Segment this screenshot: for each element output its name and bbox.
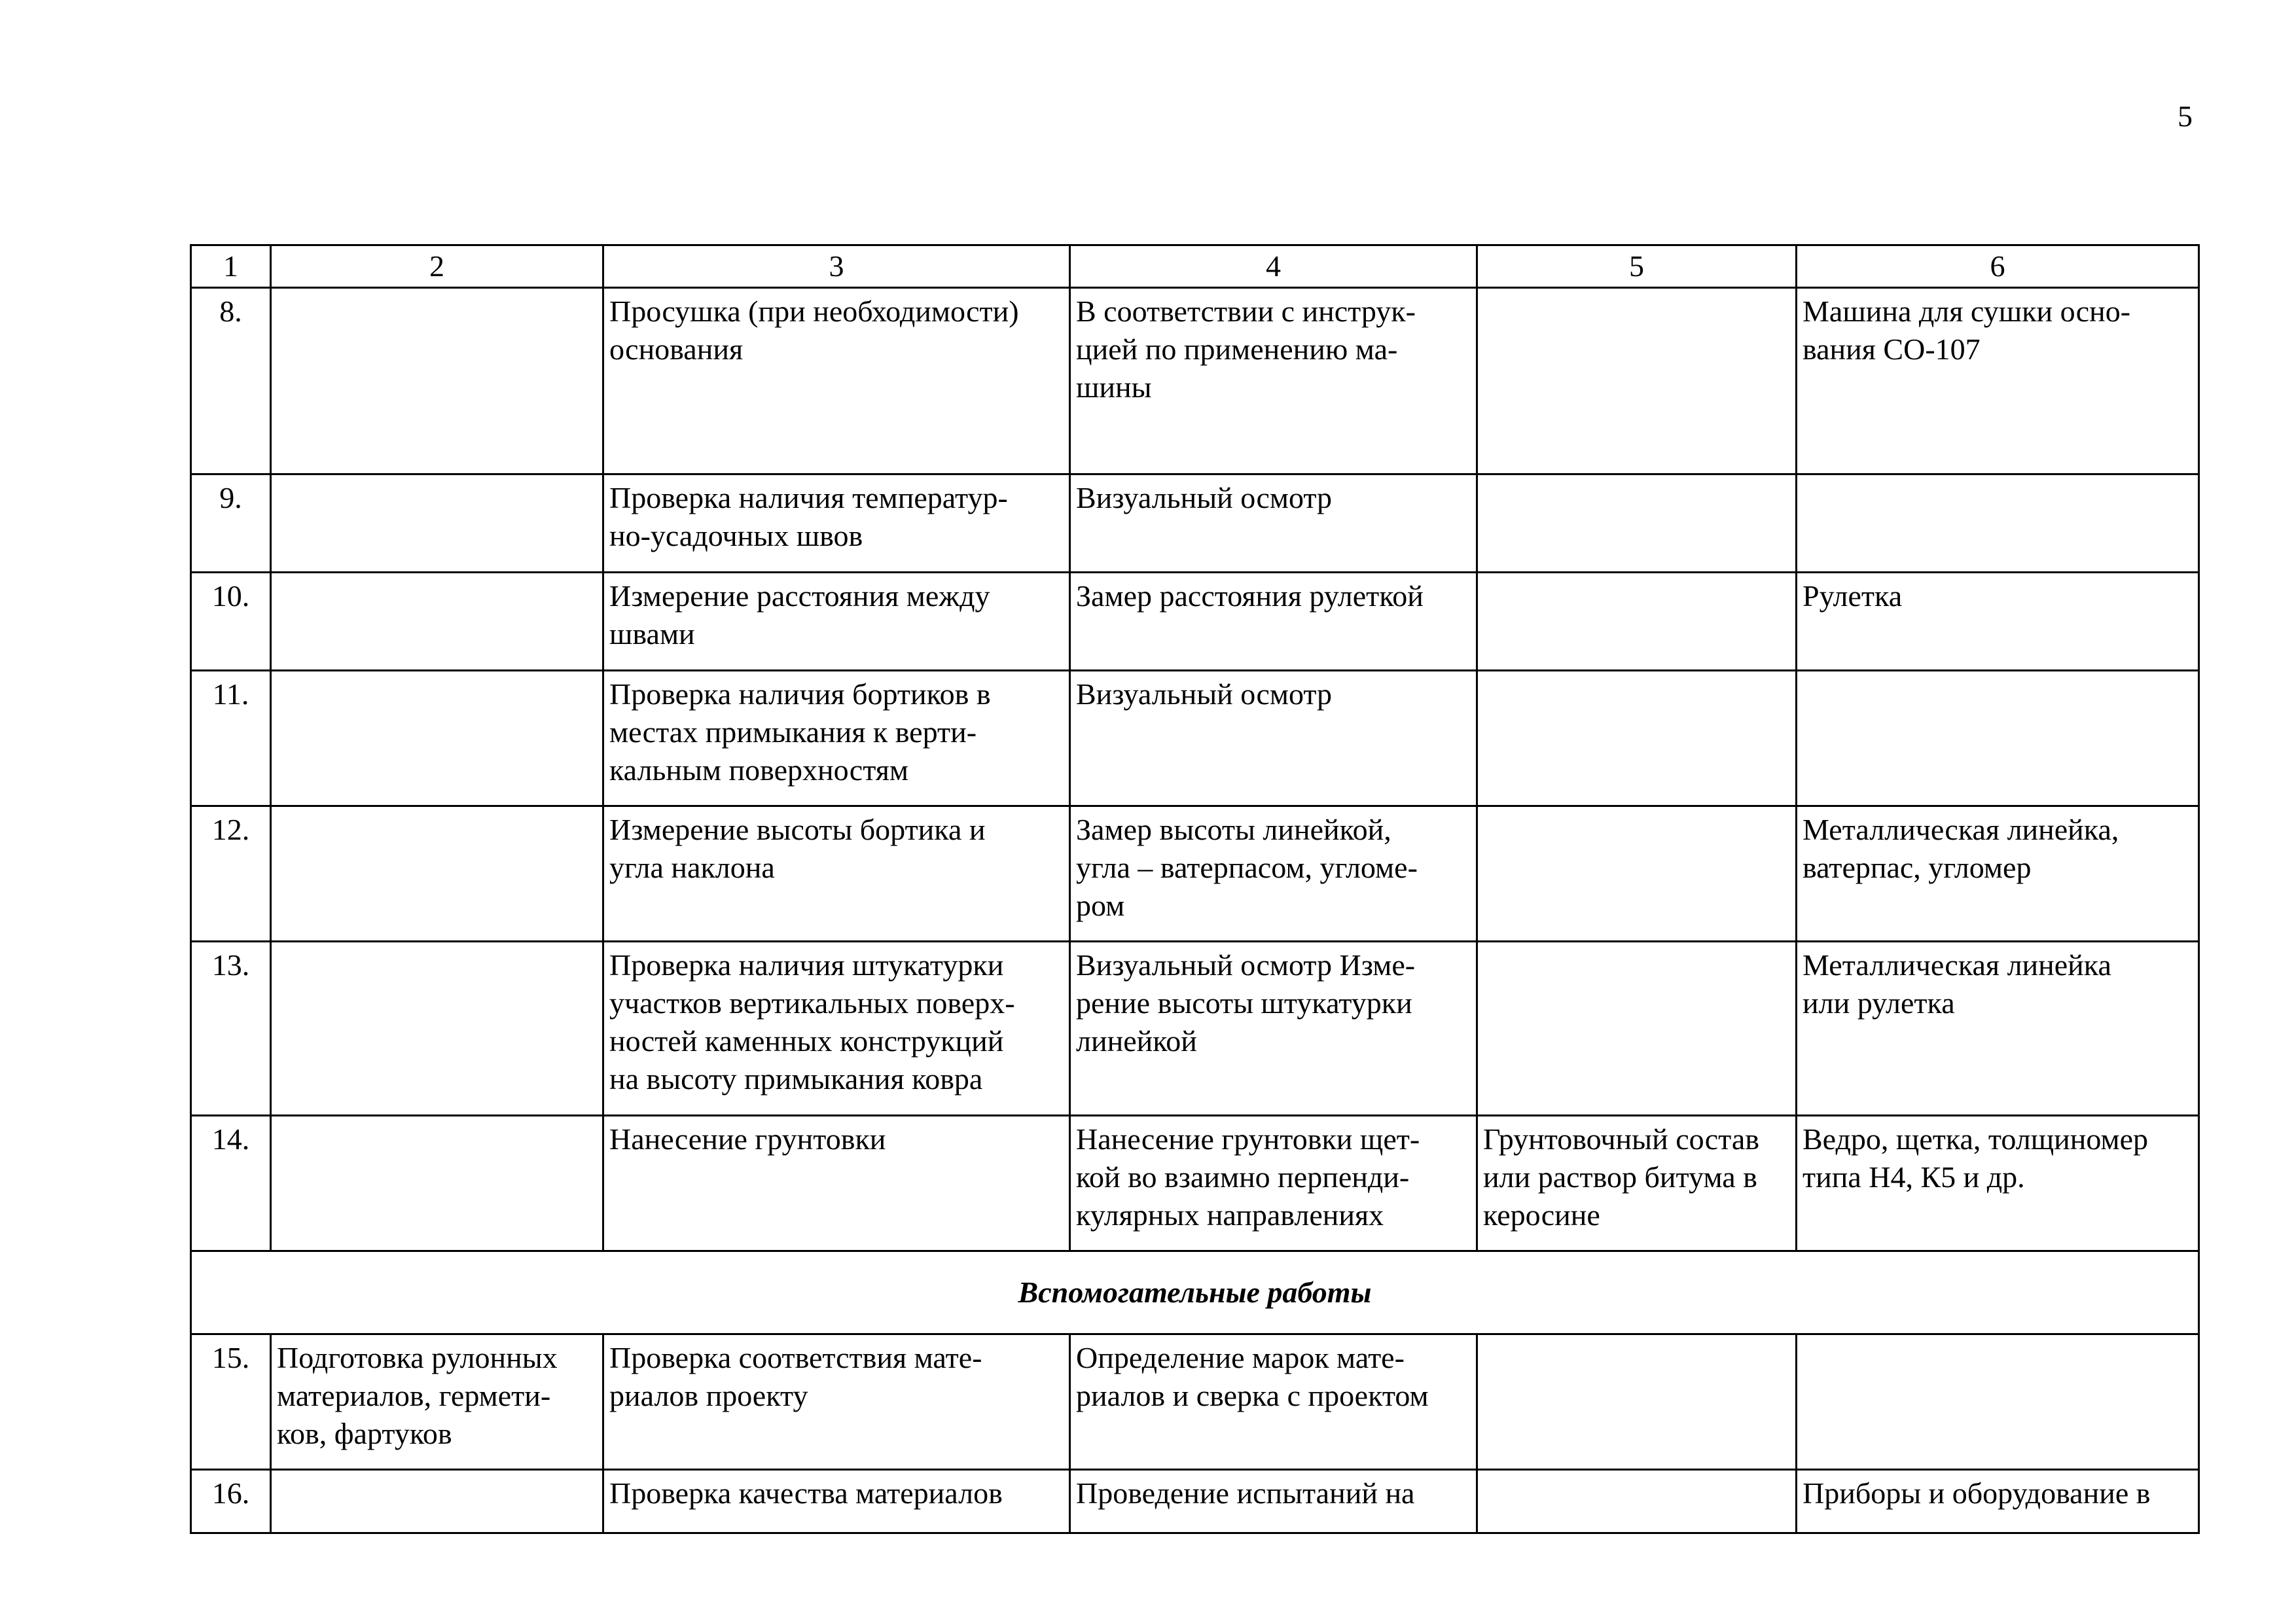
method-cell: Замер высоты линейкой, угла – ватерпасом, угломе- ром [1070,806,1477,942]
table-row [191,942,2199,1116]
column-header: 4 [1070,245,1477,288]
stage-cell [271,573,603,671]
row-number-cell: 13. [191,942,271,1116]
equipment-cell [1797,1334,2199,1470]
table-row [191,474,2199,573]
method-cell: Определение марок мате- риалов и сверка с проектом [1070,1334,1477,1470]
column-number-row [191,245,2199,288]
equipment-cell: Ведро, щетка, толщиномер типа Н4, К5 и др. [1797,1116,2199,1251]
column-header: 2 [271,245,603,288]
table-row [191,1470,2199,1533]
row-number-cell: 9. [191,474,271,573]
equipment-cell: Машина для сушки осно- вания СО-107 [1797,288,2199,474]
equipment-cell: Рулетка [1797,573,2199,671]
column-header: 5 [1477,245,1797,288]
material-cell [1477,288,1797,474]
column-header: 1 [191,245,271,288]
material-cell [1477,474,1797,573]
column-header: 6 [1797,245,2199,288]
table-row [191,1334,2199,1470]
method-cell: Проведение испытаний на [1070,1470,1477,1533]
method-cell: Визуальный осмотр Изме- рение высоты штукатурки линейкой [1070,942,1477,1116]
equipment-cell [1797,671,2199,806]
row-number-cell: 11. [191,671,271,806]
stage-cell [271,1470,603,1533]
material-cell [1477,573,1797,671]
operation-cell: Просушка (при необходимости) основания [603,288,1070,474]
material-cell [1477,1334,1797,1470]
method-cell: Визуальный осмотр [1070,671,1477,806]
operation-cell: Измерение расстояния между швами [603,573,1070,671]
operation-cell: Измерение высоты бортика и угла наклона [603,806,1070,942]
table-row [191,671,2199,806]
section-row [191,1251,2199,1334]
equipment-cell: Приборы и оборудование в [1797,1470,2199,1533]
stage-cell [271,1116,603,1251]
row-number-cell: 8. [191,288,271,474]
stage-cell [271,671,603,806]
material-cell [1477,942,1797,1116]
equipment-cell [1797,474,2199,573]
row-number-cell: 15. [191,1334,271,1470]
operation-cell: Проверка наличия температур- но-усадочных швов [603,474,1070,573]
table-row [191,573,2199,671]
operation-cell: Проверка наличия бортиков в местах примыкания к верти- кальным поверхностям [603,671,1070,806]
table-row [191,806,2199,942]
row-number-cell: 14. [191,1116,271,1251]
stage-cell [271,288,603,474]
material-cell: Грунтовочный состав или раствор битума в керосине [1477,1116,1797,1251]
stage-cell [271,806,603,942]
page-number: 5 [2178,99,2193,133]
material-cell [1477,806,1797,942]
method-cell: Замер расстояния рулеткой [1070,573,1477,671]
table-row [191,1116,2199,1251]
equipment-cell: Металлическая линейка, ватерпас, угломер [1797,806,2199,942]
stage-cell [271,474,603,573]
stage-cell [271,942,603,1116]
operation-cell: Проверка соответствия мате- риалов проекту [603,1334,1070,1470]
inspection-table [190,244,2200,1534]
operation-cell: Нанесение грунтовки [603,1116,1070,1251]
column-header: 3 [603,245,1070,288]
material-cell [1477,671,1797,806]
table-row [191,288,2199,474]
equipment-cell: Металлическая линейка или рулетка [1797,942,2199,1116]
row-number-cell: 16. [191,1470,271,1533]
material-cell [1477,1470,1797,1533]
method-cell: Визуальный осмотр [1070,474,1477,573]
method-cell: В соответствии с инструк- цией по применению ма- шины [1070,288,1477,474]
row-number-cell: 12. [191,806,271,942]
stage-cell: Подготовка рулонных материалов, гермети- ков, фартуков [271,1334,603,1470]
operation-cell: Проверка качества материалов [603,1470,1070,1533]
section-title: Вспомогательные работы [191,1251,2199,1334]
operation-cell: Проверка наличия штукатурки участков вертикальных поверх- ностей каменных конструкций на высоту примыкания ковра [603,942,1070,1116]
row-number-cell: 10. [191,573,271,671]
method-cell: Нанесение грунтовки щет- кой во взаимно перпенди- кулярных направлениях [1070,1116,1477,1251]
